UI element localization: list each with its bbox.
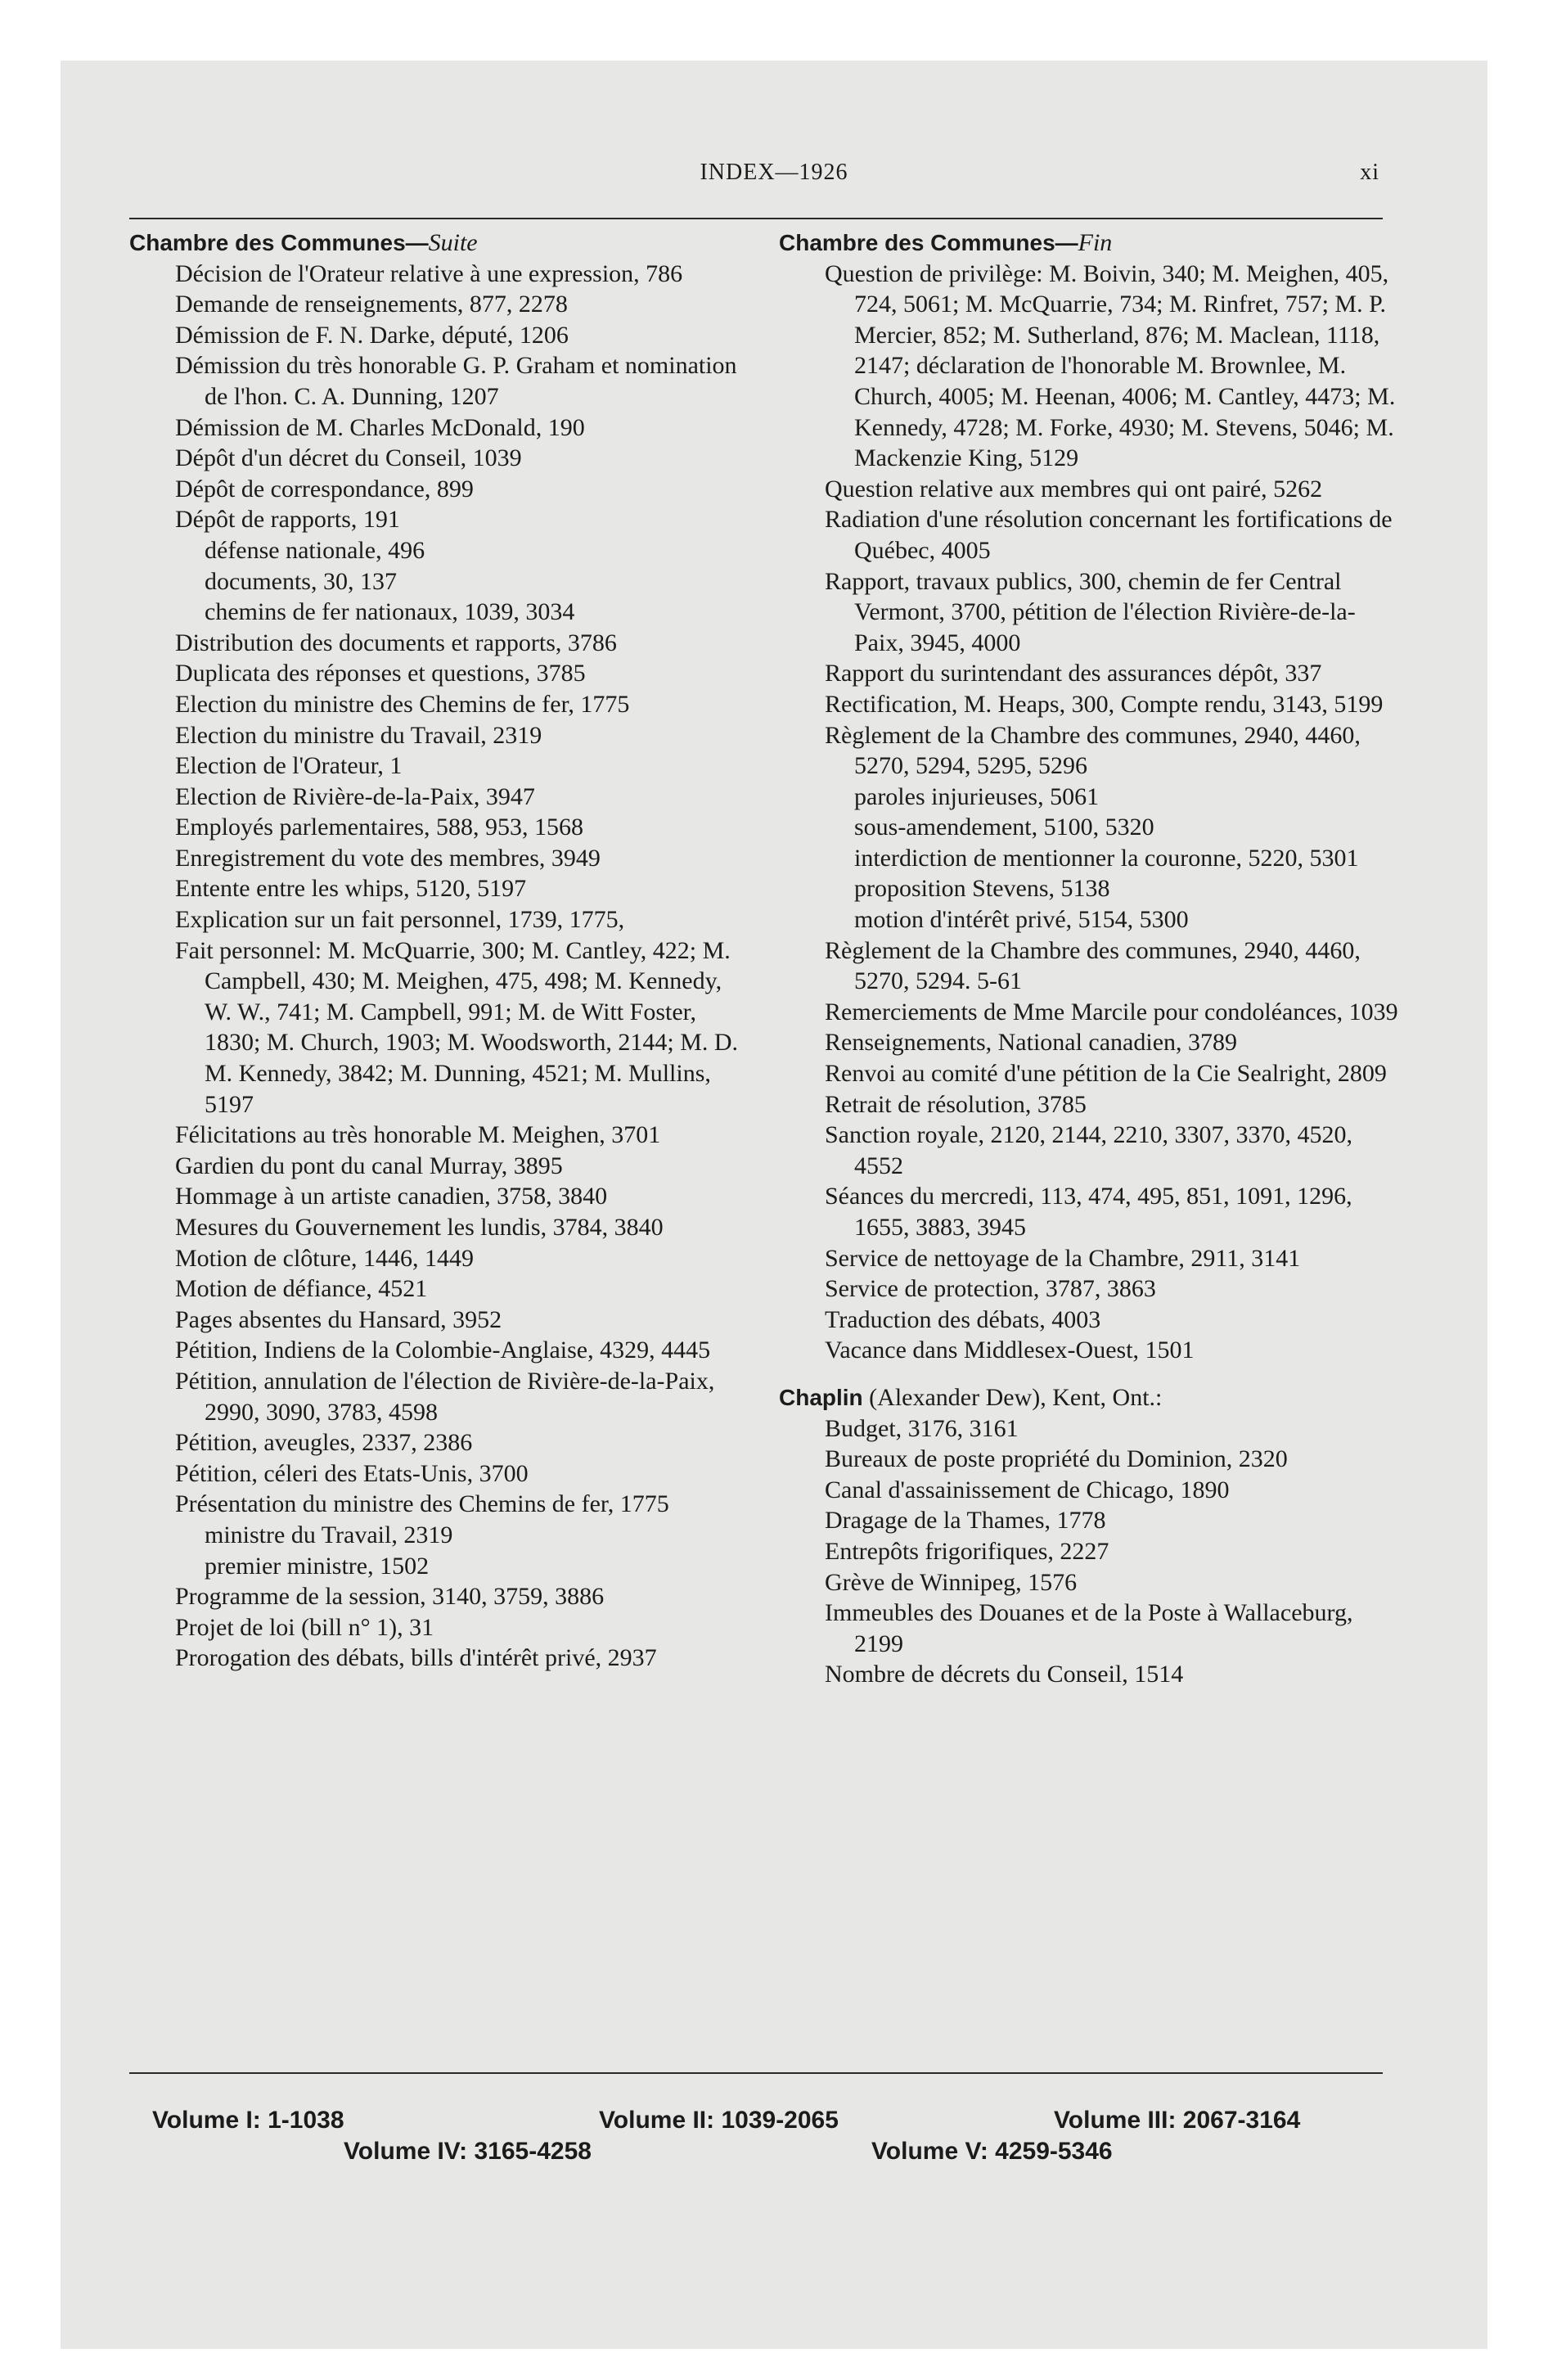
right-entry-list <box>779 259 1399 1366</box>
index-subentry: proposition Stevens, 5138 <box>854 875 1110 903</box>
index-entry: Duplicata des réponses et questions, 3785 <box>175 660 586 687</box>
index-entry: Gardien du pont du canal Murray, 3895 <box>175 1152 563 1179</box>
volume-2-range: Volume II: 1039-2065 <box>599 2107 839 2134</box>
right-column-heading <box>779 228 1399 259</box>
index-entry: Service de nettoyage de la Chambre, 2911, 3141 <box>825 1244 1301 1272</box>
index-entry: Félicitations au très honorable M. Meighen, 3701 <box>175 1121 661 1149</box>
index-entry: Immeubles des Douanes et de la Poste à Wallaceburg, 2199 <box>825 1599 1353 1657</box>
index-entry: Grève de Winnipeg, 1576 <box>825 1568 1078 1596</box>
index-entry: Remerciements de Mme Marcile pour condoléances, 1039 <box>825 998 1398 1025</box>
index-entry: Pages absentes du Hansard, 3952 <box>175 1305 502 1333</box>
index-subentry: paroles injurieuses, 5061 <box>854 782 1100 810</box>
index-entry: Dépôt de correspondance, 899 <box>175 475 474 503</box>
index-entry: Dragage de la Thames, 1778 <box>825 1507 1106 1535</box>
index-entry: Question de privilège: M. Boivin, 340; M. Meighen, 405, 724, 5061; M. McQuarrie, 734; M. Rinfret, 757; M. P. Mercier, 852; M. Sutherland, 876; M. Maclean, 1118, 2147; déclaration de l'honorable M. Brownlee, M. Church, 4005; M. Heenan, 4006; M. Cantley, 4473; M. Kennedy, 4728; M. Forke, 4930; M. Stevens, 5046; M. Mackenzie King, 5129 <box>825 259 1396 472</box>
member-riding: (Alexander Dew), Kent, Ont.: <box>862 1383 1163 1411</box>
index-entry: Règlement de la Chambre des communes, 2940, 4460, 5270, 5294, 5295, 5296 <box>825 721 1361 780</box>
index-entry: Programme de la session, 3140, 3759, 3886 <box>175 1583 605 1611</box>
left-column <box>129 228 751 1674</box>
index-entry: Dépôt d'un décret du Conseil, 1039 <box>175 444 522 472</box>
index-entry: Sanction royale, 2120, 2144, 2210, 3307, 3370, 4520, 4552 <box>825 1121 1352 1179</box>
index-entry: Retrait de résolution, 3785 <box>825 1090 1087 1118</box>
index-entry: Dépôt de rapports, 191 <box>175 506 400 534</box>
index-entry: Election du ministre des Chemins de fer, 1775 <box>175 690 630 718</box>
index-entry: Rapport du surintendant des assurances dépôt, 337 <box>825 660 1322 687</box>
index-entry: Motion de défiance, 4521 <box>175 1275 428 1303</box>
index-subentry: documents, 30, 137 <box>205 567 397 595</box>
index-entry: Renvoi au comité d'une pétition de la Cie Sealright, 2809 <box>825 1060 1387 1088</box>
index-entry: Motion de clôture, 1446, 1449 <box>175 1244 474 1272</box>
index-subentry: motion d'intérêt privé, 5154, 5300 <box>854 906 1189 934</box>
index-entry: Pétition, aveugles, 2337, 2386 <box>175 1429 473 1457</box>
index-entry: Election de l'Orateur, 1 <box>175 752 403 780</box>
index-entry: Démission du très honorable G. P. Graham et nomination de l'hon. C. A. Dunning, 1207 <box>175 352 737 410</box>
index-entry: Présentation du ministre des Chemins de fer, 1775 <box>175 1490 669 1518</box>
index-entry: Séances du mercredi, 113, 474, 495, 851, 1091, 1296, 1655, 3883, 3945 <box>825 1183 1352 1241</box>
index-entry: Bureaux de poste propriété du Dominion, 2320 <box>825 1445 1288 1473</box>
index-entry: Election du ministre du Travail, 2319 <box>175 721 542 749</box>
index-entry: Renseignements, National canadien, 3789 <box>825 1029 1238 1057</box>
index-entry: Traduction des débats, 4003 <box>825 1305 1101 1333</box>
heading-text: Chambre des Communes— <box>129 230 429 255</box>
volume-4-range: Volume IV: 3165-4258 <box>344 2138 592 2165</box>
index-entry: Prorogation des débats, bills d'intérêt privé, 2937 <box>175 1644 657 1672</box>
chaplin-entry-list <box>779 1413 1399 1690</box>
volume-1-range: Volume I: 1-1038 <box>152 2107 344 2134</box>
index-entry: Fait personnel: M. McQuarrie, 300; M. Cantley, 422; M. Campbell, 430; M. Meighen, 475, 498; M. Kennedy, W. W., 741; M. Campbell, 991; M. de Witt Foster, 1830; M. Church, 1903; M. Woodsworth, 2144; M. D. M. Kennedy, 3842; M. Dunning, 4521; M. Mullins, 5197 <box>175 936 739 1118</box>
index-entry: Demande de renseignements, 877, 2278 <box>175 291 568 318</box>
volume-3-range: Volume III: 2067-3164 <box>1054 2107 1301 2134</box>
index-entry: Employés parlementaires, 588, 953, 1568 <box>175 814 584 841</box>
footer-rule <box>129 2072 1383 2074</box>
index-entry: Pétition, céleri des Etats-Unis, 3700 <box>175 1459 529 1487</box>
index-entry: Rapport, travaux publics, 300, chemin de fer Central Vermont, 3700, pétition de l'élection Rivière-de-la-Paix, 3945, 4000 <box>825 567 1356 656</box>
index-entry: Hommage à un artiste canadien, 3758, 3840 <box>175 1183 608 1210</box>
index-subentry: défense nationale, 496 <box>205 536 425 564</box>
member-name: Chaplin <box>779 1384 863 1410</box>
index-subentry: chemins de fer nationaux, 1039, 3034 <box>205 598 575 626</box>
index-entry: Service de protection, 3787, 3863 <box>825 1275 1156 1303</box>
heading-continuation: Fin <box>1078 229 1113 256</box>
chaplin-heading <box>779 1382 1399 1413</box>
right-column <box>779 228 1399 1690</box>
volume-5-range: Volume V: 4259-5346 <box>871 2138 1113 2165</box>
index-entry: Règlement de la Chambre des communes, 2940, 4460, 5270, 5294. 5-61 <box>825 936 1361 995</box>
index-entry: Distribution des documents et rapports, 3786 <box>175 629 617 656</box>
index-entry: Démission de M. Charles McDonald, 190 <box>175 413 585 441</box>
index-subentry: sous-amendement, 5100, 5320 <box>854 814 1154 841</box>
heading-text: Chambre des Communes— <box>779 230 1078 255</box>
page-number: xi <box>1360 160 1379 185</box>
header-title: INDEX—1926 <box>700 160 848 185</box>
header-rule <box>129 218 1383 219</box>
index-entry: Pétition, annulation de l'élection de Rivière-de-la-Paix, 2990, 3090, 3783, 4598 <box>175 1367 715 1426</box>
index-entry: Démission de F. N. Darke, député, 1206 <box>175 321 569 349</box>
index-subentry: ministre du Travail, 2319 <box>205 1521 453 1548</box>
index-entry: Canal d'assainissement de Chicago, 1890 <box>825 1476 1230 1503</box>
index-entry: Entrepôts frigorifiques, 2227 <box>825 1537 1109 1565</box>
index-entry: Rectification, M. Heaps, 300, Compte rendu, 3143, 5199 <box>825 690 1384 718</box>
index-subentry: interdiction de mentionner la couronne, 5220, 5301 <box>854 844 1359 872</box>
index-entry: Décision de l'Orateur relative à une expression, 786 <box>175 259 683 287</box>
index-subentry: premier ministre, 1502 <box>205 1552 430 1580</box>
left-column-heading <box>129 228 751 259</box>
index-entry: Nombre de décrets du Conseil, 1514 <box>825 1661 1184 1688</box>
index-entry: Entente entre les whips, 5120, 5197 <box>175 875 527 903</box>
index-entry: Vacance dans Middlesex-Ouest, 1501 <box>825 1336 1195 1364</box>
index-entry: Projet de loi (bill n° 1), 31 <box>175 1613 434 1641</box>
index-entry: Mesures du Gouvernement les lundis, 3784, 3840 <box>175 1214 664 1241</box>
index-entry: Enregistrement du vote des membres, 3949 <box>175 844 601 872</box>
index-entry: Pétition, Indiens de la Colombie-Anglaise, 4329, 4445 <box>175 1336 711 1364</box>
index-entry: Radiation d'une résolution concernant les fortifications de Québec, 4005 <box>825 506 1393 564</box>
index-entry: Question relative aux membres qui ont pairé, 5262 <box>825 475 1323 503</box>
index-entry: Budget, 3176, 3161 <box>825 1414 1019 1442</box>
index-entry: Explication sur un fait personnel, 1739, 1775, <box>175 906 625 934</box>
index-entry: Election de Rivière-de-la-Paix, 3947 <box>175 782 535 810</box>
heading-continuation: Suite <box>428 229 478 256</box>
left-entry-list <box>129 259 751 1674</box>
